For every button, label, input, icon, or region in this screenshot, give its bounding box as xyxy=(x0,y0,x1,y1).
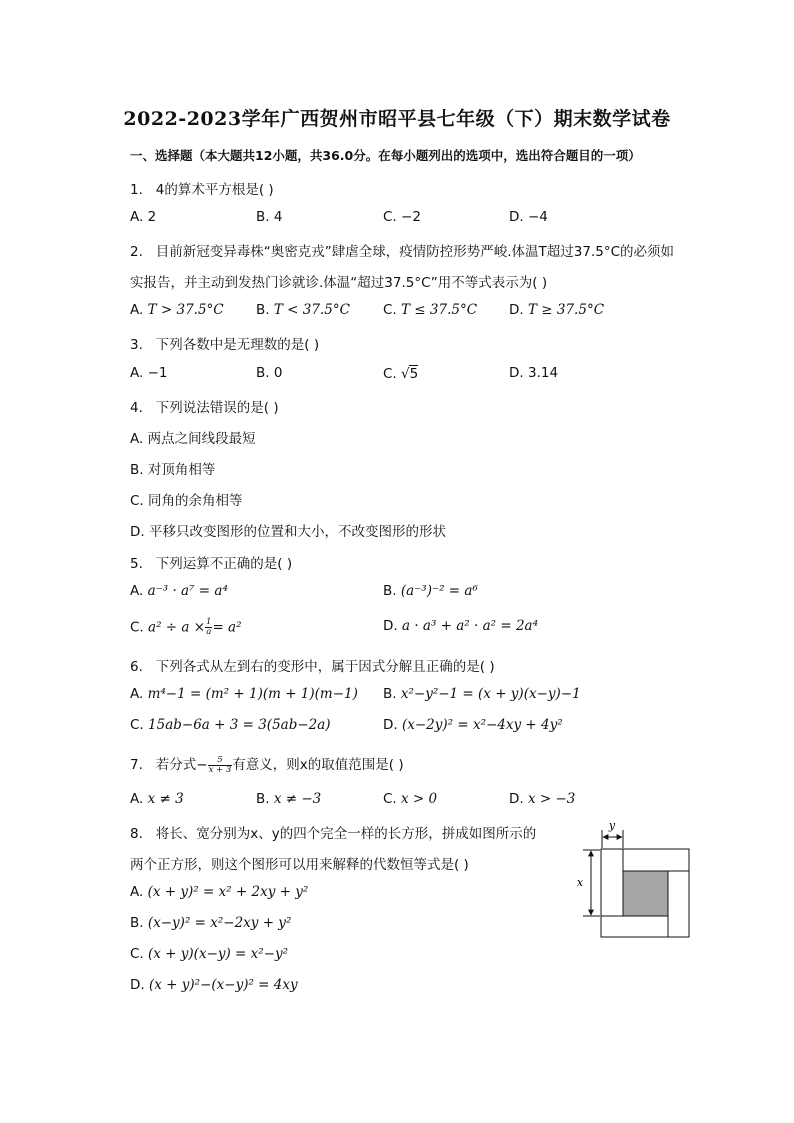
option-d: D. 3.14 xyxy=(509,365,559,381)
question-text: 4的算术平方根是( ) xyxy=(155,182,274,198)
question-number: 4. xyxy=(130,400,143,416)
question-number: 2. xyxy=(130,244,143,260)
option-a: A. −1 xyxy=(130,365,168,381)
option-c: C. √5 xyxy=(383,366,419,382)
question-number: 8. xyxy=(130,826,143,842)
question-4 xyxy=(130,396,279,416)
question-number: 7. xyxy=(130,757,143,773)
option-b: B. 对顶角相等 xyxy=(130,462,216,478)
question-text-post: 有意义，则x的取值范围是( ) xyxy=(232,757,404,773)
page-title: 2022-2023学年广西贺州市昭平县七年级（下）期末数学试卷 xyxy=(123,108,671,130)
question-6 xyxy=(130,655,495,675)
question-text: 将长、宽分别为x、y的四个完全一样的长方形，拼成如图所示的 xyxy=(155,826,537,842)
square-diagram xyxy=(570,818,700,948)
section-heading: 一、选择题（本大题共12小题，共36.0分。在每小题列出的选项中，选出符合题目的一项） xyxy=(130,148,641,163)
question-number: 1. xyxy=(130,182,143,198)
option-d: D. (x−2y)² = x²−4xy + 4y² xyxy=(383,717,563,733)
question-2 xyxy=(130,240,674,260)
option-b: B. (x−y)² = x²−2xy + y² xyxy=(130,915,292,931)
option-a: A. m⁴−1 = (m² + 1)(m + 1)(m−1) xyxy=(130,686,358,702)
option-b: B. x²−y²−1 = (x + y)(x−y)−1 xyxy=(383,686,581,702)
question-text: 下列运算不正确的是( ) xyxy=(155,556,293,572)
option-d: D. −4 xyxy=(509,209,548,225)
option-a: A. x ≠ 3 xyxy=(130,791,184,807)
option-d: D. a · a³ + a² · a² = 2a⁴ xyxy=(383,618,538,634)
question-7 xyxy=(130,753,404,775)
option-b: B. (a⁻³)⁻² = a⁶ xyxy=(383,583,478,599)
question-text-pre: 若分式− xyxy=(155,757,208,773)
option-b: B. 4 xyxy=(256,209,283,225)
label-x: x xyxy=(576,876,584,889)
option-c: C. −2 xyxy=(383,209,421,225)
option-d: D. x > −3 xyxy=(509,791,576,807)
option-a: A. 两点之间线段最短 xyxy=(130,431,256,447)
question-number: 6. xyxy=(130,659,143,675)
option-c: C. T ≤ 37.5°C xyxy=(383,302,478,318)
question-1 xyxy=(130,178,274,198)
option-a: A. (x + y)² = x² + 2xy + y² xyxy=(130,884,309,900)
question-text: 下列说法错误的是( ) xyxy=(155,400,279,416)
question-number: 3. xyxy=(130,337,143,353)
option-c: C. 同角的余角相等 xyxy=(130,493,243,509)
question-number: 5. xyxy=(130,556,143,572)
option-d: D. 平移只改变图形的位置和大小，不改变图形的形状 xyxy=(130,524,446,540)
sqrt-symbol: √ xyxy=(401,366,410,382)
option-d: D. T ≥ 37.5°C xyxy=(509,302,605,318)
option-a: A. a⁻³ · a⁷ = a⁴ xyxy=(130,583,228,599)
option-b: B. 0 xyxy=(256,365,283,381)
option-a: A. 2 xyxy=(130,209,157,225)
question-8 xyxy=(130,822,536,842)
inner-shaded-square xyxy=(623,871,668,916)
option-b: B. x ≠ −3 xyxy=(256,791,322,807)
option-c: C. a² ÷ a × $\frac{1}{a}$ = a² xyxy=(130,617,242,637)
option-a: A. T > 37.5°C xyxy=(130,302,224,318)
option-d: D. (x + y)²−(x−y)² = 4xy xyxy=(130,977,298,993)
question-text: 下列各数中是无理数的是( ) xyxy=(155,337,320,353)
fraction: $\frac{5}{x + 3}$ xyxy=(208,754,232,775)
question-text: 目前新冠变异毒株“奥密克戎”肆虐全球，疫情防控形势严峻.体温T超过37.5°C的必须如 xyxy=(155,244,675,260)
option-c: C. (x + y)(x−y) = x²−y² xyxy=(130,946,289,962)
question-2-line-2: 实报告，并主动到发热门诊就诊.体温“超过37.5°C”用不等式表示为( ) xyxy=(130,275,548,291)
question-3 xyxy=(130,333,319,353)
question-8-line-2: 两个正方形，则这个图形可以用来解释的代数恒等式是( ) xyxy=(130,857,469,873)
option-b: B. T < 37.5°C xyxy=(256,302,350,318)
sqrt-radicand: 5 xyxy=(409,366,419,382)
question-text: 下列各式从左到右的变形中，属于因式分解且正确的是( ) xyxy=(155,659,495,675)
option-c: C. x > 0 xyxy=(383,791,438,807)
fraction: $\frac{1}{a}$ xyxy=(206,617,212,637)
option-c: C. 15ab−6a + 3 = 3(5ab−2a) xyxy=(130,717,331,733)
label-y: y xyxy=(608,819,616,832)
question-5 xyxy=(130,552,292,572)
